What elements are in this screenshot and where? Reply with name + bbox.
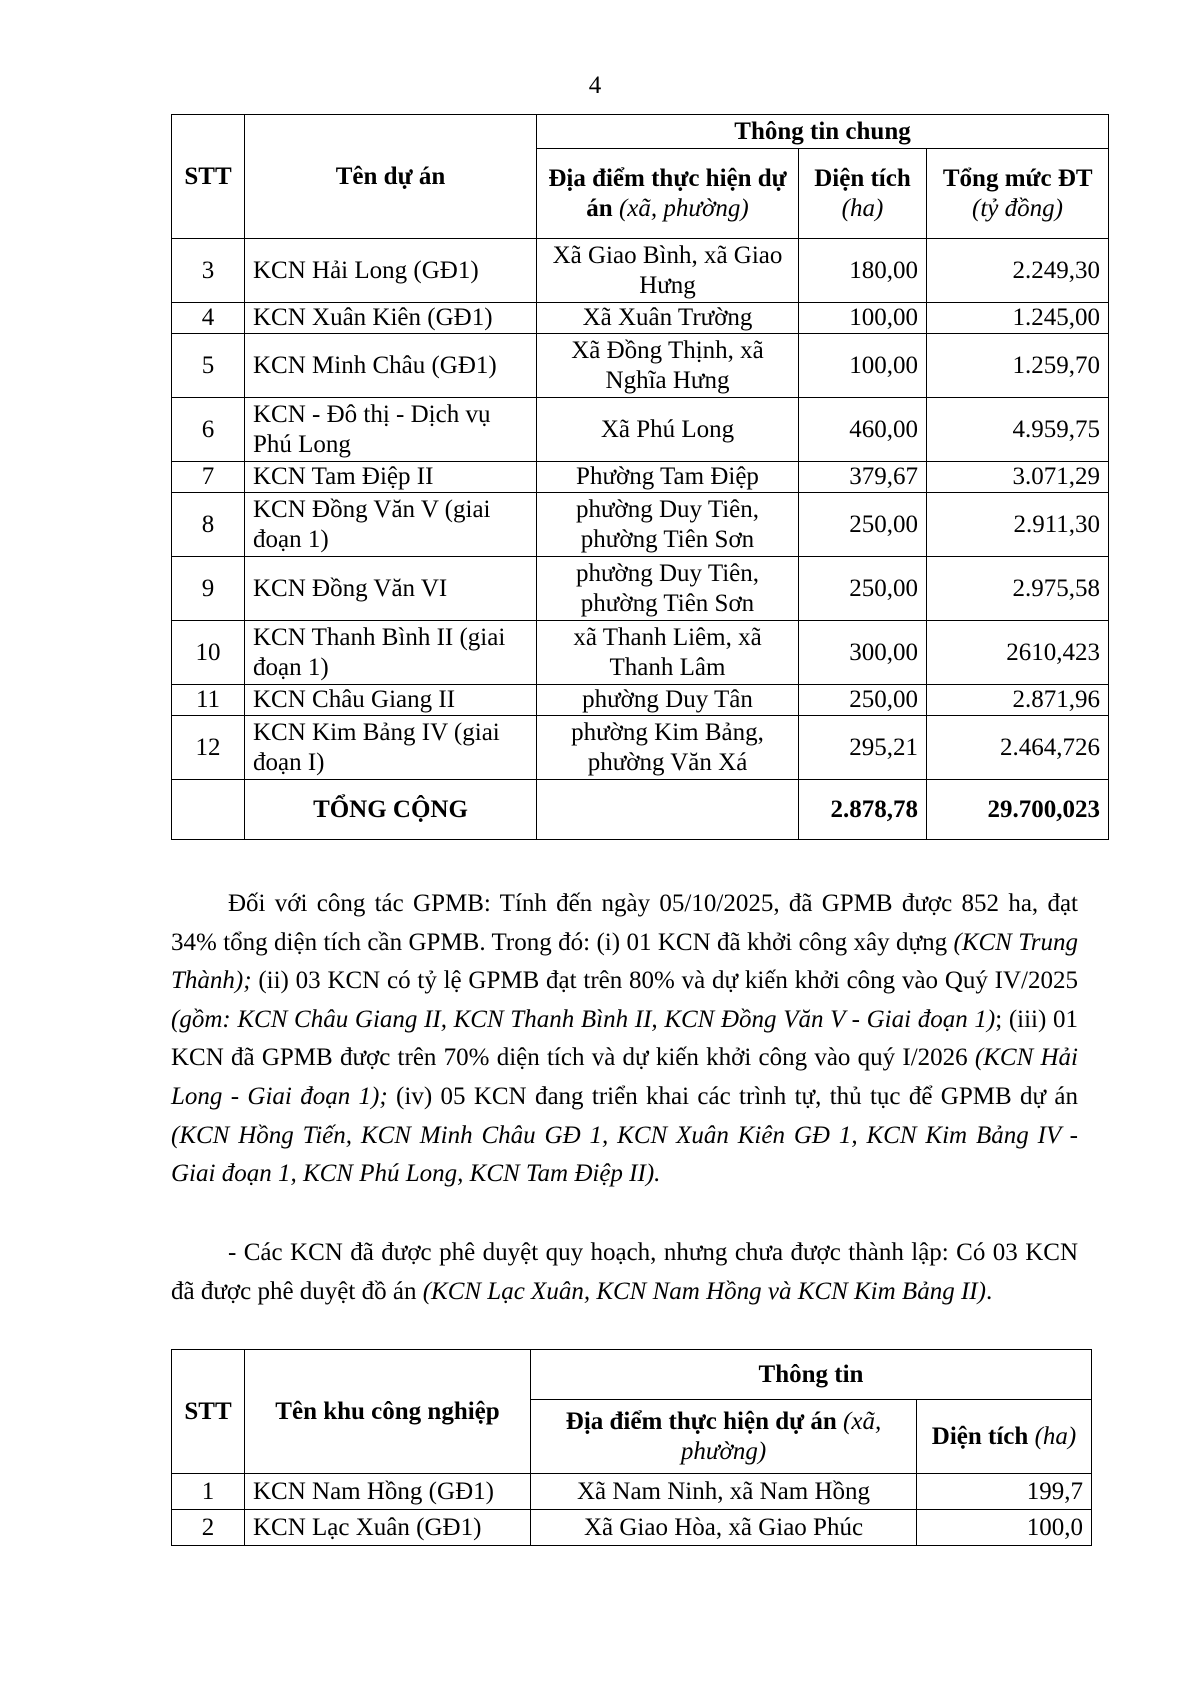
total-label: TỔNG CỘNG [245,780,537,840]
header-stt: STT [172,115,245,239]
project-table-body [172,239,1109,780]
row-area: 199,7 [917,1474,1092,1510]
row-stt: 2 [172,1510,245,1546]
row-location: Xã Giao Bình, xã Giao Hưng [537,239,799,303]
row-investment: 2.871,96 [927,685,1109,716]
header-area-2: Diện tích (ha) [917,1400,1092,1474]
row-stt: 1 [172,1474,245,1510]
header-location-2: Địa điểm thực hiện dự án (xã, phường) [531,1400,917,1474]
table-row [172,303,1109,334]
row-stt: 5 [172,334,245,398]
header-project-name: Tên dự án [245,115,537,239]
row-area: 250,00 [799,685,927,716]
row-investment: 2610,423 [927,621,1109,685]
row-area: 295,21 [799,716,927,780]
row-stt: 7 [172,462,245,493]
header-park-name: Tên khu công nghiệp [245,1350,531,1474]
row-investment: 2.464,726 [927,716,1109,780]
row-investment: 1.259,70 [927,334,1109,398]
row-project-name: KCN Xuân Kiên (GĐ1) [245,303,537,334]
table-row [172,239,1109,303]
table-row [172,621,1109,685]
row-park-name: KCN Lạc Xuân (GĐ1) [245,1510,531,1546]
row-project-name: KCN Đồng Văn V (giai đoạn 1) [245,493,537,557]
table-row [172,398,1109,462]
row-investment: 4.959,75 [927,398,1109,462]
row-location: Phường Tam Điệp [537,462,799,493]
table-row [172,557,1109,621]
row-stt: 3 [172,239,245,303]
row-location: phường Duy Tiên, phường Tiên Sơn [537,557,799,621]
row-project-name: KCN Minh Châu (GĐ1) [245,334,537,398]
table-row [172,493,1109,557]
row-location: phường Kim Bảng, phường Văn Xá [537,716,799,780]
row-area: 379,67 [799,462,927,493]
row-location: phường Duy Tiên, phường Tiên Sơn [537,493,799,557]
row-project-name: KCN - Đô thị - Dịch vụ Phú Long [245,398,537,462]
total-area: 2.878,78 [799,780,927,840]
row-investment: 1.245,00 [927,303,1109,334]
row-area: 100,00 [799,334,927,398]
row-project-name: KCN Thanh Bình II (giai đoạn 1) [245,621,537,685]
row-stt: 9 [172,557,245,621]
header-location: Địa điểm thực hiện dự án (xã, phường) [537,149,799,239]
table-row [172,462,1109,493]
row-area: 250,00 [799,493,927,557]
row-stt: 10 [172,621,245,685]
row-investment: 2.911,30 [927,493,1109,557]
total-row [172,780,1109,840]
row-area: 460,00 [799,398,927,462]
row-project-name: KCN Châu Giang II [245,685,537,716]
paragraph-approved-parks: - Các KCN đã được phê duyệt quy hoạch, nhưng chưa được thành lập: Có 03 KCN đã được phê duyệt đồ án (KCN Lạc Xuân, KCN Nam Hồng và KCN Kim Bảng II). [171,1239,1078,1305]
row-area: 100,00 [799,303,927,334]
row-area: 100,0 [917,1510,1092,1546]
row-location: Xã Xuân Trường [537,303,799,334]
table-row [172,716,1109,780]
row-area: 180,00 [799,239,927,303]
row-location: phường Duy Tân [537,685,799,716]
row-stt: 4 [172,303,245,334]
row-park-name: KCN Nam Hồng (GĐ1) [245,1474,531,1510]
row-project-name: KCN Tam Điệp II [245,462,537,493]
row-area: 250,00 [799,557,927,621]
row-location: Xã Đồng Thịnh, xã Nghĩa Hưng [537,334,799,398]
row-stt: 12 [172,716,245,780]
header-info: Thông tin [531,1350,1092,1400]
table-row [172,1510,1092,1546]
industrial-park-table-body [172,1474,1092,1546]
paragraph-site-clearance: Đối với công tác GPMB: Tính đến ngày 05/10/2025, đã GPMB được 852 ha, đạt 34% tổng diện tích cần GPMB. Trong đó: (i) 01 KCN đã khởi công xây dựng (KCN Trung Thành); (ii) 03 KCN có tỷ lệ GPMB đạt trên 80% và dự kiến khởi công vào Quý IV/2025 (gồm: KCN Châu Giang II, KCN Thanh Bình II, KCN Đồng Văn V - Giai đoạn 1); (iii) 01 KCN đã GPMB được trên 70% diện tích và dự kiến khởi công vào quý I/2026 (KCN Hải Long - Giai đoạn 1); (iv) 05 KCN đang triển khai các trình tự, thủ tục để GPMB dự án (KCN Hồng Tiến, KCN Minh Châu GĐ 1, KCN Xuân Kiên GĐ 1, KCN Kim Bảng IV - Giai đoạn 1, KCN Phú Long, KCN Tam Điệp II). [171,890,1078,1188]
table-row [172,1474,1092,1510]
row-project-name: KCN Đồng Văn VI [245,557,537,621]
table-row [172,685,1109,716]
row-location: Xã Giao Hòa, xã Giao Phúc [531,1510,917,1546]
row-location: Xã Nam Ninh, xã Nam Hồng [531,1474,917,1510]
project-table [171,114,1109,840]
row-stt: 8 [172,493,245,557]
row-project-name: KCN Kim Bảng IV (giai đoạn I) [245,716,537,780]
row-investment: 3.071,29 [927,462,1109,493]
header-stt-2: STT [172,1350,245,1474]
row-investment: 2.249,30 [927,239,1109,303]
header-area: Diện tích (ha) [799,149,927,239]
table-row [172,334,1109,398]
row-location: xã Thanh Liêm, xã Thanh Lâm [537,621,799,685]
row-stt: 6 [172,398,245,462]
row-project-name: KCN Hải Long (GĐ1) [245,239,537,303]
total-investment: 29.700,023 [927,780,1109,840]
header-general-info: Thông tin chung [537,115,1109,149]
row-stt: 11 [172,685,245,716]
page-number: 4 [588,72,602,99]
row-location: Xã Phú Long [537,398,799,462]
row-area: 300,00 [799,621,927,685]
header-investment: Tổng mức ĐT (tỷ đồng) [927,149,1109,239]
row-investment: 2.975,58 [927,557,1109,621]
industrial-park-table [171,1349,1092,1546]
